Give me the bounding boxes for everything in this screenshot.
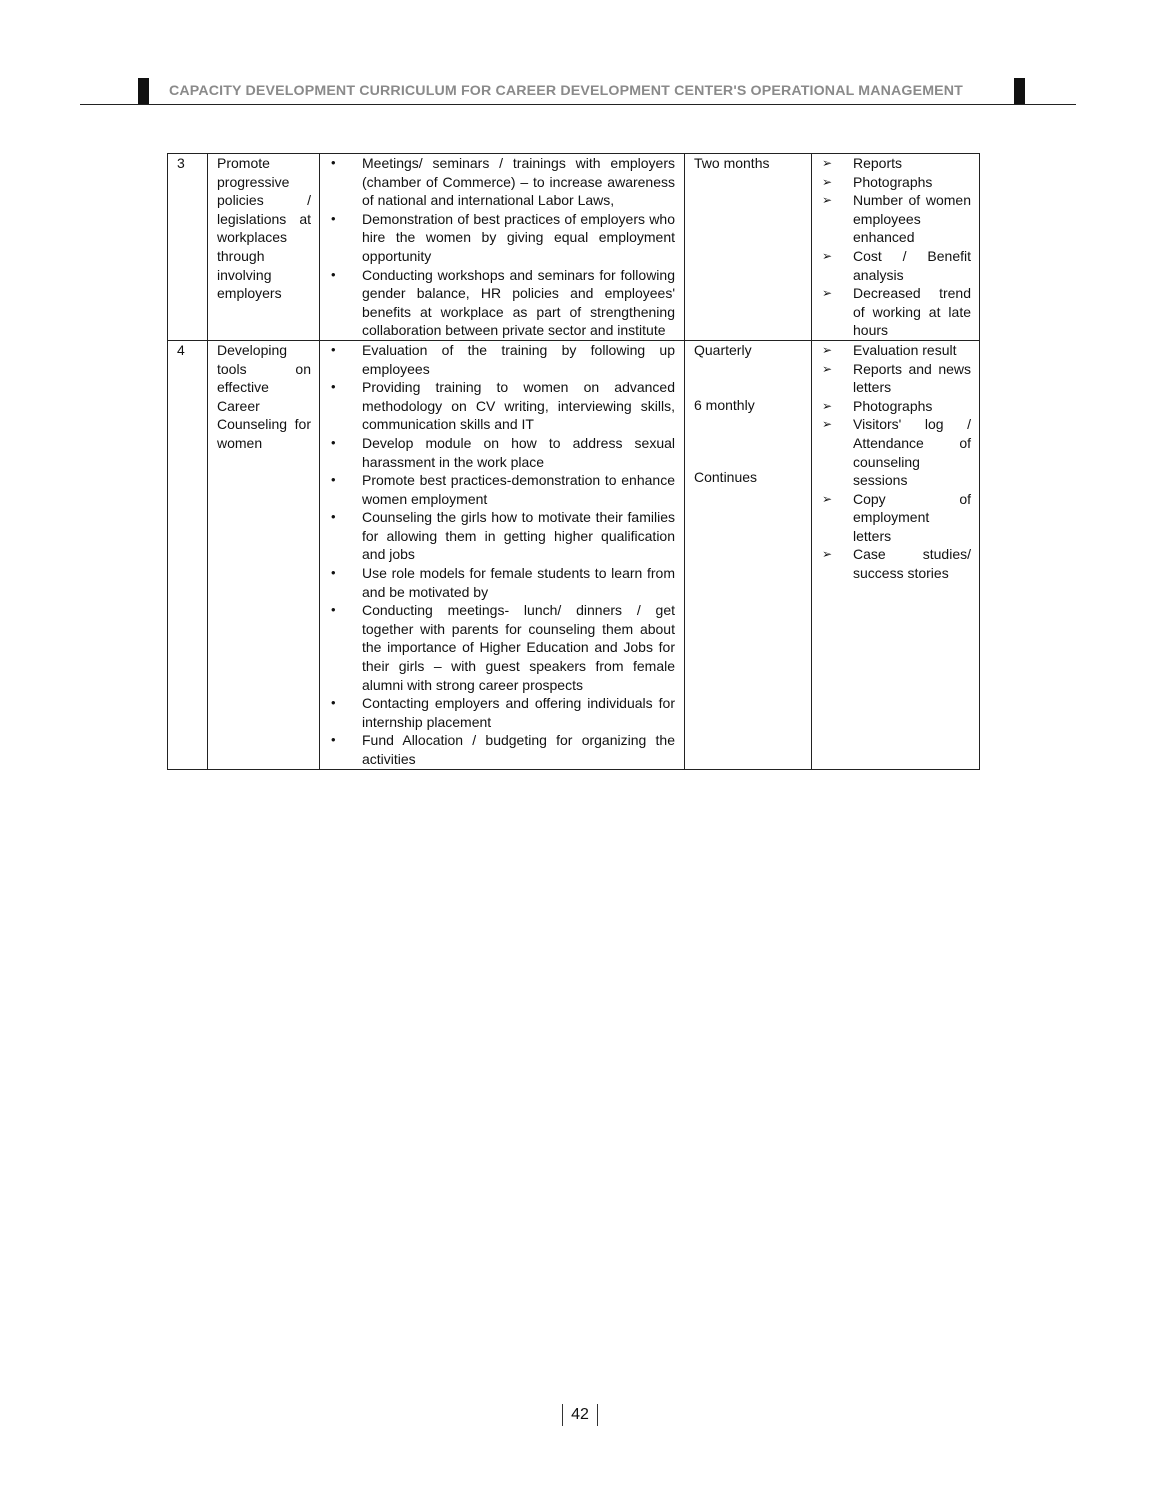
- timeframe-text: Continues: [694, 469, 758, 486]
- table-row: [168, 340, 980, 769]
- activity-item: • Contacting employers and offering individuals for internship placement: [329, 694, 675, 731]
- page-number: 42: [562, 1404, 598, 1426]
- activity-item: • Promote best practices-demonstration to enhance women employment: [329, 471, 675, 508]
- header-bar-left: [138, 78, 149, 104]
- indicator-item: ➢ Visitors' log / Attendance of counseling sessions: [822, 415, 971, 489]
- activity-item: • Providing training to women on advanced methodology on CV writing, interviewing skills, communication skills and IT: [329, 378, 675, 434]
- timeframe-cell: [685, 154, 812, 341]
- indicator-item: ➢ Cost / Benefit analysis: [822, 247, 971, 284]
- table-row: [168, 154, 980, 341]
- indicator-item: ➢ Case studies/ success stories: [822, 545, 971, 582]
- activity-item: • Fund Allocation / budgeting for organizing the activities: [329, 731, 675, 768]
- row-number: 4: [168, 340, 208, 769]
- activity-item: • Conducting workshops and seminars for following gender balance, HR policies and employees' benefits at workplace as part of strengthening collaboration between private sector and institute: [329, 266, 675, 340]
- activity-item: • Evaluation of the training by following up employees: [329, 341, 675, 378]
- activity-item: • Meetings/ seminars / trainings with employers (chamber of Commerce) – to increase awareness of national and international Labor Laws,: [329, 154, 675, 210]
- timeframe-text: 6 monthly: [694, 396, 755, 413]
- objective-cell: Developing tools on effective Career Counseling for women: [208, 340, 320, 769]
- indicator-item: ➢ Reports and news letters: [822, 360, 971, 397]
- activities-cell: [320, 340, 685, 769]
- indicator-item: ➢ Decreased trend of working at late hours: [822, 284, 971, 340]
- row-number: 3: [168, 154, 208, 341]
- indicator-item: ➢ Copy of employment letters: [822, 490, 971, 546]
- indicators-cell: [812, 154, 980, 341]
- timeframe-text: Quarterly: [694, 341, 752, 358]
- indicator-item: ➢ Number of women employees enhanced: [822, 191, 971, 247]
- indicator-item: ➢ Evaluation result: [822, 341, 971, 360]
- indicator-item: ➢ Reports: [822, 154, 971, 173]
- indicator-item: ➢ Photographs: [822, 173, 971, 192]
- activity-item: • Demonstration of best practices of employers who hire the women by giving equal employment opportunity: [329, 210, 675, 266]
- activity-item: • Counseling the girls how to motivate their families for allowing them in getting higher qualification and jobs: [329, 508, 675, 564]
- timeframe-cell: [685, 340, 812, 769]
- activity-item: • Conducting meetings- lunch/ dinners / get together with parents for counseling them about the importance of Higher Education and Jobs for their girls – with guest speakers from female alumni with strong career prospects: [329, 601, 675, 694]
- running-header: [80, 78, 1076, 105]
- objective-cell: Promote progressive policies / legislations at workplaces through involving employers: [208, 154, 320, 341]
- timeframe-text: Two months: [694, 155, 770, 171]
- indicators-cell: [812, 340, 980, 769]
- header-title: CAPACITY DEVELOPMENT CURRICULUM FOR CAREER DEVELOPMENT CENTER'S OPERATIONAL MANAGEMENT: [169, 83, 963, 99]
- header-bar-right: [1014, 78, 1025, 104]
- activity-item: • Use role models for female students to learn from and be motivated by: [329, 564, 675, 601]
- activities-cell: [320, 154, 685, 341]
- activity-item: • Develop module on how to address sexual harassment in the work place: [329, 434, 675, 471]
- action-plan-table: [167, 153, 980, 770]
- indicator-item: ➢ Photographs: [822, 397, 971, 416]
